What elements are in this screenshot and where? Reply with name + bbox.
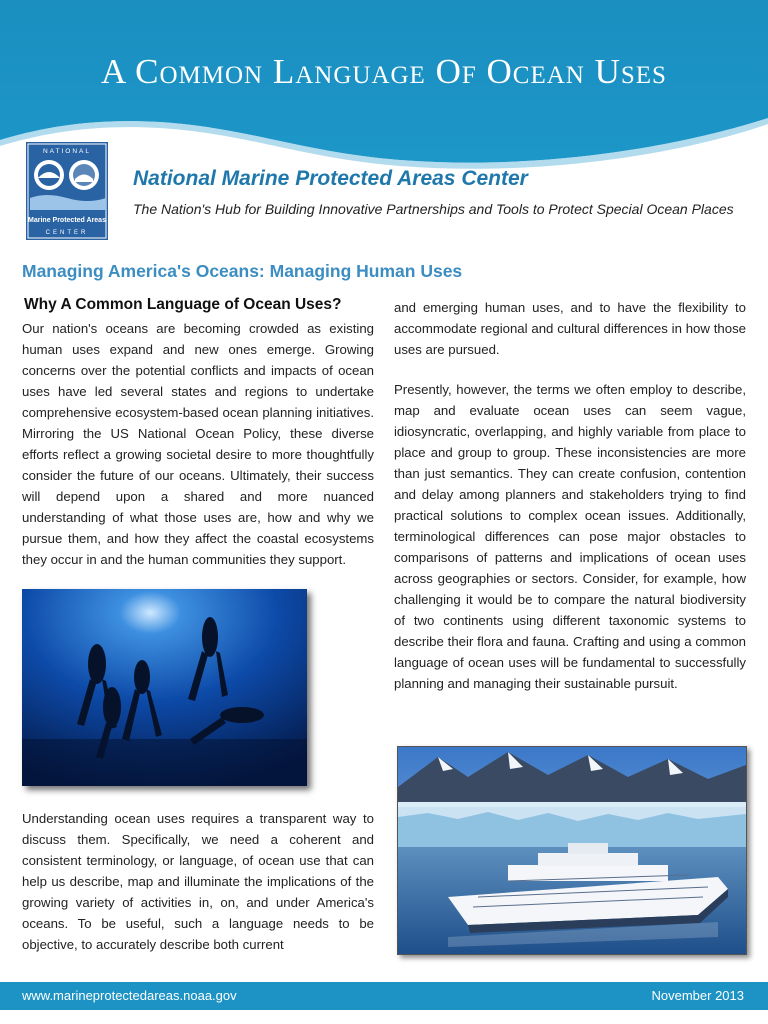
right-column-paragraph-2: Presently, however, the terms we often employ to describe, map and evaluate ocean uses can seem vague, idiosyncratic, overlapping, and highly variable from place to place and group to group. These inconsistencies are more than just semantics. They can create confusion, contention and delay among planners and stakeholders trying to find practical solutions to complex ocean issues. Additionally, terminological differences can pose major obstacles to comparisons of patterns and implications of ocean uses across geographies or sectors. Consider, for example, how challenging it would be to compare the natural biodiversity of two continents using different taxonomic systems to describe their flora and fauna. Crafting and using a common language of ocean uses will be fundamental to successfully planning and managing their sustainable pursuit. [394,382,746,691]
page-title: A Common Language Of Ocean Uses [101,52,667,91]
left-column-paragraph-1: Our nation's oceans are becoming crowded as existing human uses expand and new ones emerge. Growing concerns over the potential conflicts and impacts of ocean uses have led several states and regions to undertake comprehensive ecosystem-based ocean planning initiatives. Mirroring the US National Ocean Policy, these diverse efforts reflect a growing societal desire to more thoughtfully consider the future of our oceans. Ultimately, their success will depend upon a shared and more nuanced understanding of what those uses are, how and why we pursue them, and how they affect the coastal ecosystems they occur in and the human communities they support. [22,321,374,567]
footer-date: November 2013 [651,988,744,1003]
scuba-divers-photo [22,589,307,786]
cruise-ship-glacier-photo [397,746,747,955]
left-column-paragraph-2: Understanding ocean uses requires a transparent way to discuss them. Specifically, we need a coherent and consistent terminology, or language, of ocean use that can help us describe, map and illuminate the implications of the growing variety of activities in, on, and under America's oceans. To be useful, such a language needs to be objective, to accurately describe both current [22,811,374,952]
section-heading: Managing America's Oceans: Managing Human Uses [22,261,463,281]
logo-top-text: NATIONAL [42,148,92,155]
footer-url-link[interactable]: www.marineprotectedareas.noaa.gov [22,988,237,1003]
org-tagline: The Nation's Hub for Building Innovative Partnerships and Tools to Protect Special Ocean Places [133,201,734,217]
org-name: National Marine Protected Areas Center [133,167,528,190]
right-column-paragraph-1: and emerging human uses, and to have the flexibility to accommodate regional and cultural differences in how those uses are pursued. [394,300,746,357]
mpa-center-logo [26,142,110,242]
logo-bottom-text: Marine Protected Areas [28,217,106,224]
intro-heading: Why A Common Language of Ocean Uses? [24,296,342,313]
logo-bottom-small-text: CENTER [45,230,89,236]
